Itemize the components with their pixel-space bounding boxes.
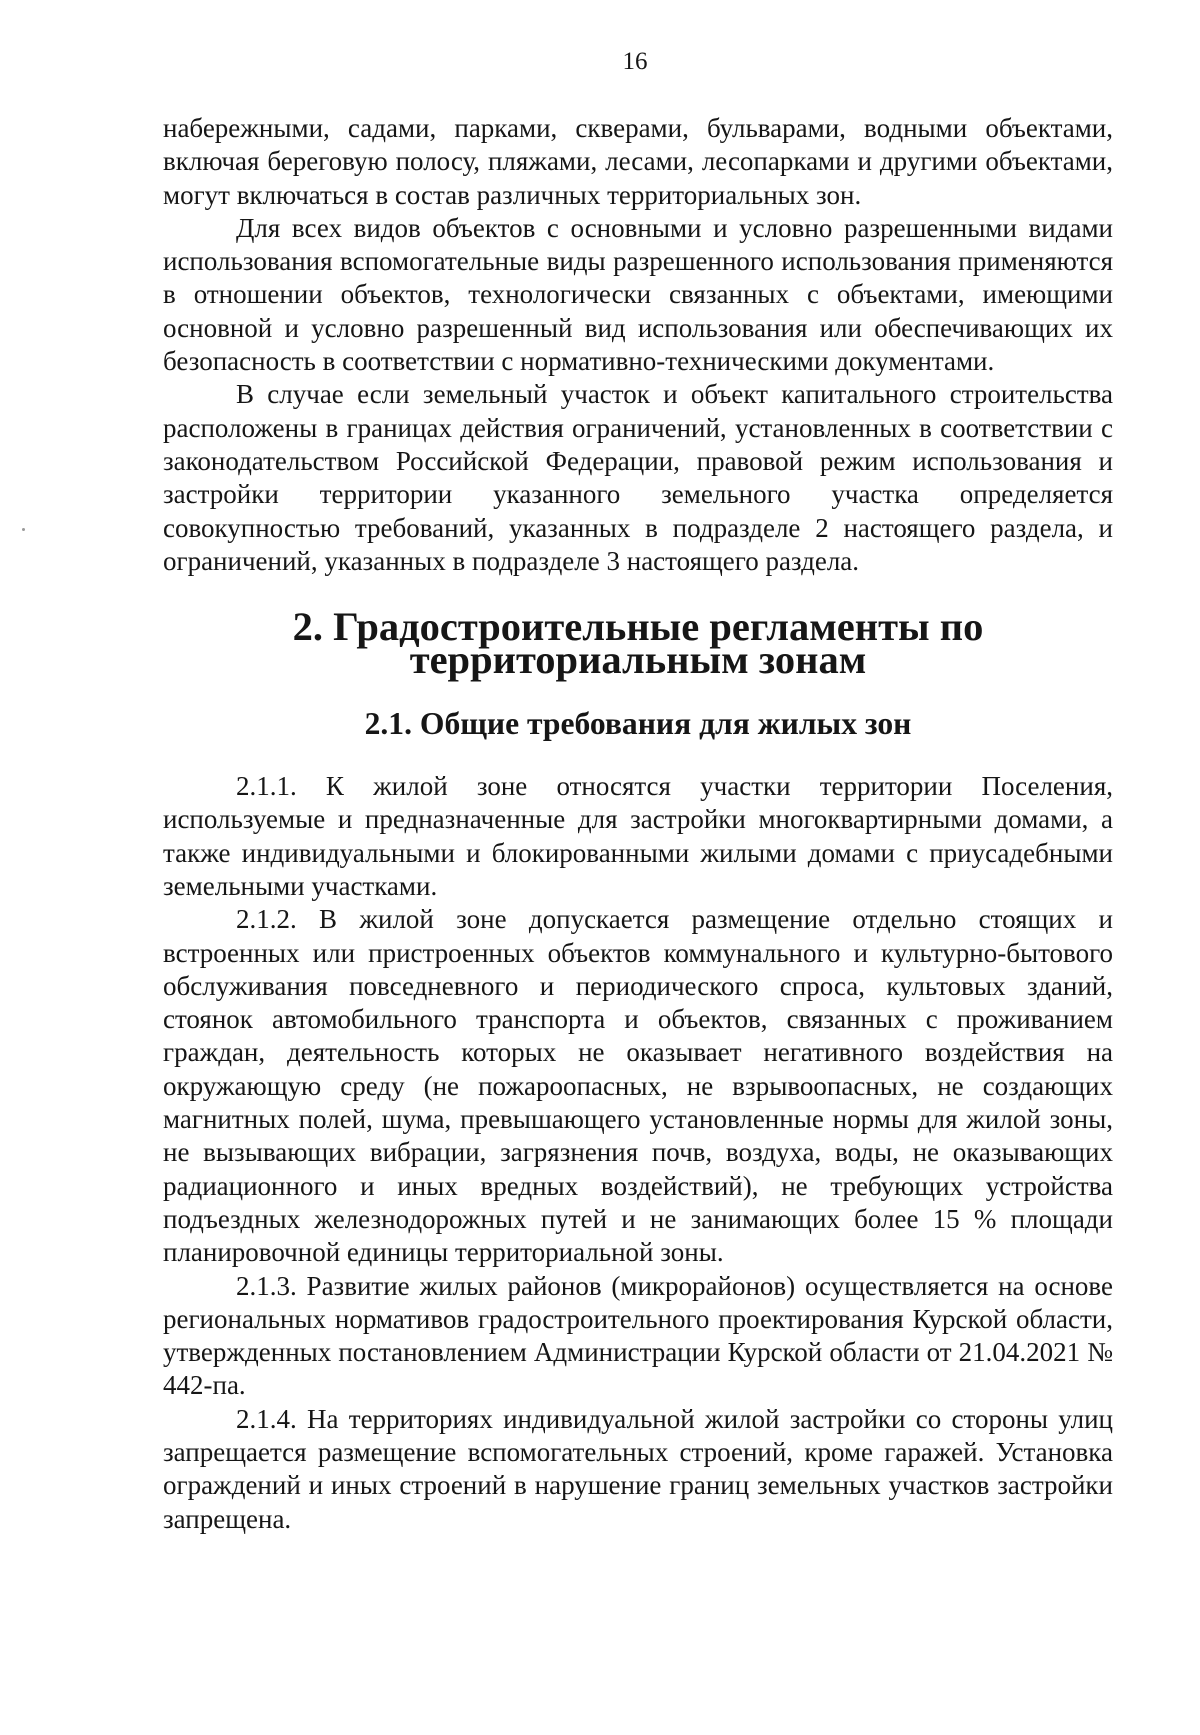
page-number: 16 bbox=[622, 48, 648, 75]
scan-dot bbox=[22, 528, 25, 531]
section-heading: 2. Градостроительные регламенты по территориальным зонам bbox=[292, 604, 984, 683]
paragraph-auxiliary-uses: Для всех видов объектов с основными и условно разрешенными видами использования вспомогательные виды разрешенного использования применяются в отношении объектов, технологически связанных с объектами, имеющими основной и условно разрешенный вид использования или обеспечивающих их безопасность в соответствии с нормативно-техническими документами. bbox=[163, 212, 1113, 377]
paragraph-continuation: набережными, садами, парками, скверами, бульварами, водными объектами, включая береговую полосу, пляжами, лесами, лесопарками и другими объектами, могут включаться в состав различных территориальных зон. bbox=[163, 113, 1113, 210]
clause-2-1-4: 2.1.4. На территориях индивидуальной жилой застройки со стороны улиц запрещается размещение вспомогательных строений, кроме гаражей. Установка ограждений и иных строений в нарушение границ земельных участков застройки запрещена. bbox=[163, 1403, 1113, 1534]
clause-2-1-1: 2.1.1. К жилой зоне относятся участки территории Поселения, используемые и предназначенные для застройки многоквартирными домами, а также индивидуальными и блокированными жилыми домами с приусадебными земельными участками. bbox=[163, 771, 1113, 901]
clause-2-1-3: 2.1.3. Развитие жилых районов (микрорайонов) осуществляется на основе региональных нормативов градостроительного проектирования Курской области, утвержденных постановлением Администрации Курской области от 21.04.2021 № 442-па. bbox=[163, 1270, 1113, 1401]
clause-2-1-2: 2.1.2. В жилой зоне допускается размещение отдельно стоящих и встроенных или пристроенных объектов коммунального и культурно-бытового обслуживания повседневного и периодического спроса, культовых зданий, стоянок автомобильного транспорта и объектов, связанных с проживанием граждан, деятельность которых не оказывает негативного воздействия на окружающую среду (не пожароопасных, не взрывоопасных, не создающих магнитных полей, шума, превышающего установленные нормы для жилой зоны, не вызывающих вибрации, загрязнения почв, воздуха, воды, не оказывающих радиационного и иных вредных воздействий), не требующих устройства подъездных железнодорожных путей и не занимающих более 15 % площади планировочной единицы территориальной зоны. bbox=[163, 904, 1113, 1268]
document-body bbox=[163, 112, 1113, 1536]
subsection-heading: 2.1. Общие требования для жилых зон bbox=[364, 705, 912, 741]
paragraph-restrictions: В случае если земельный участок и объект капитального строительства расположены в границах действия ограничений, установленных в соответствии с законодательством Российской Федерации, правовой режим использования и застройки территории указанного земельного участка определяется совокупностью требований, указанных в подразделе 2 настоящего раздела, и ограничений, указанных в подразделе 3 настоящего раздела. bbox=[163, 379, 1113, 576]
